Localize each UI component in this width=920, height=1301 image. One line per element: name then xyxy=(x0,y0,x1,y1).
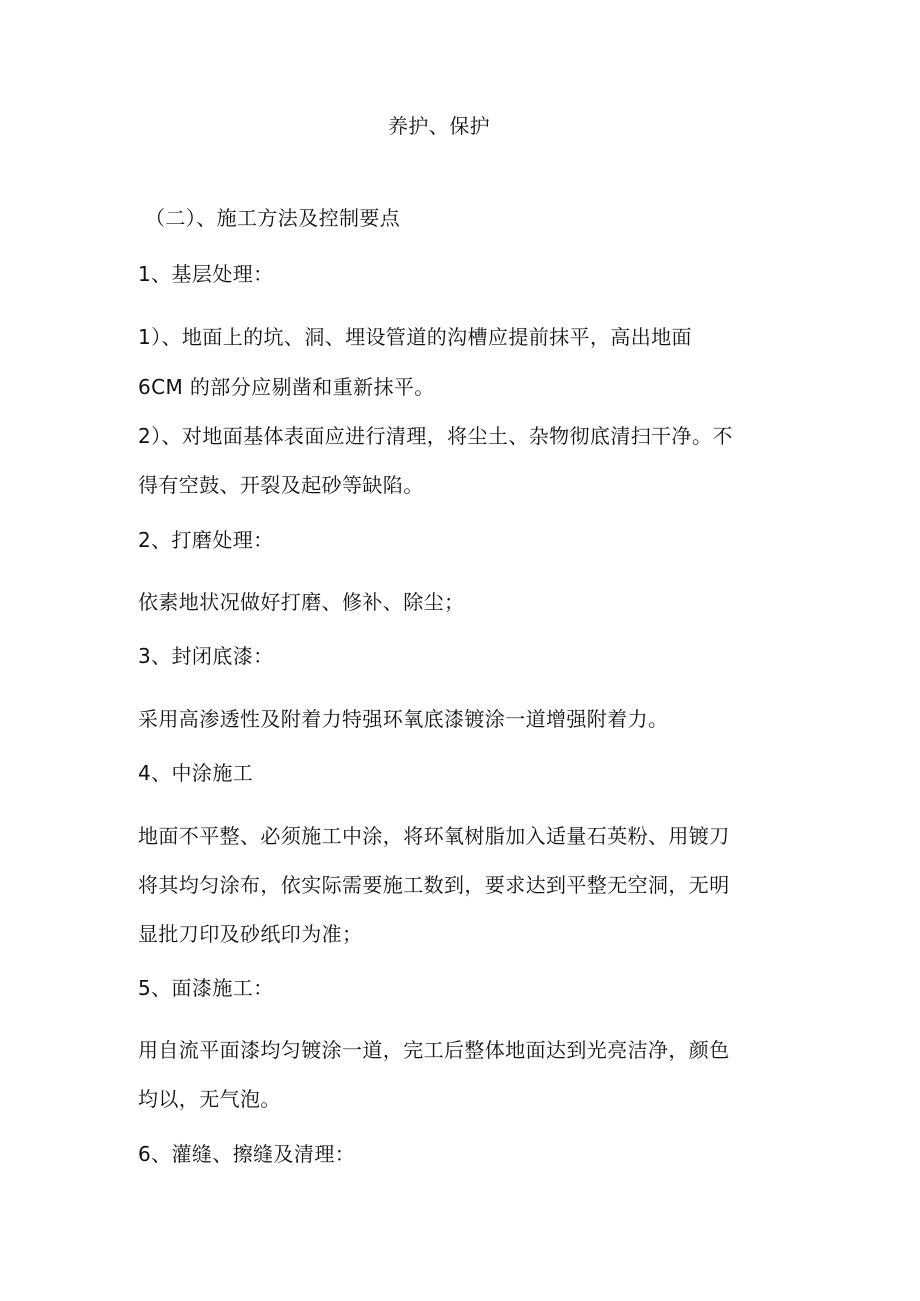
item-2-heading: 2、打磨处理： xyxy=(138,528,274,552)
item-5-heading: 5、面漆施工： xyxy=(138,976,274,1000)
item-4-line-2: 将其均匀涂布，依实际需要施工数到，要求达到平整无空洞，无明 xyxy=(138,873,730,897)
item-5-line-1: 用自流平面漆均匀镀涂一道，完工后整体地面达到光亮洁净，颜色 xyxy=(138,1038,730,1062)
item-4-line-3: 显批刀印及砂纸印为准； xyxy=(138,922,363,946)
item-1-1-line-2: 6CM 的部分应剔凿和重新抹平。 xyxy=(138,375,435,399)
item-2-text: 依素地状况做好打磨、修补、除尘； xyxy=(138,590,465,614)
item-1-2-line-1: 2）、对地面基体表面应进行清理，将尘土、杂物彻底清扫干净。不 xyxy=(138,424,733,448)
item-1-2-line-2: 得有空鼓、开裂及起砂等缺陷。 xyxy=(138,473,424,497)
item-3-text: 采用高渗透性及附着力特强环氧底漆镀涂一道增强附着力。 xyxy=(138,707,669,731)
item-1-heading: 1、基层处理： xyxy=(138,262,274,286)
section-heading: （二）、施工方法及控制要点 xyxy=(145,206,401,230)
item-6-heading: 6、灌缝、擦缝及清理： xyxy=(138,1142,356,1166)
page-title: 养护、保护 xyxy=(388,114,490,138)
item-1-1-line-1: 1）、地面上的坑、洞、埋设管道的沟槽应提前抹平，高出地面 xyxy=(138,325,692,349)
item-3-heading: 3、封闭底漆： xyxy=(138,644,274,668)
item-5-line-2: 均以，无气泡。 xyxy=(138,1087,281,1111)
item-4-heading: 4、中涂施工 xyxy=(138,761,254,785)
item-4-line-1: 地面不平整、必须施工中涂，将环氧树脂加入适量石英粉、用镀刀 xyxy=(138,824,730,848)
